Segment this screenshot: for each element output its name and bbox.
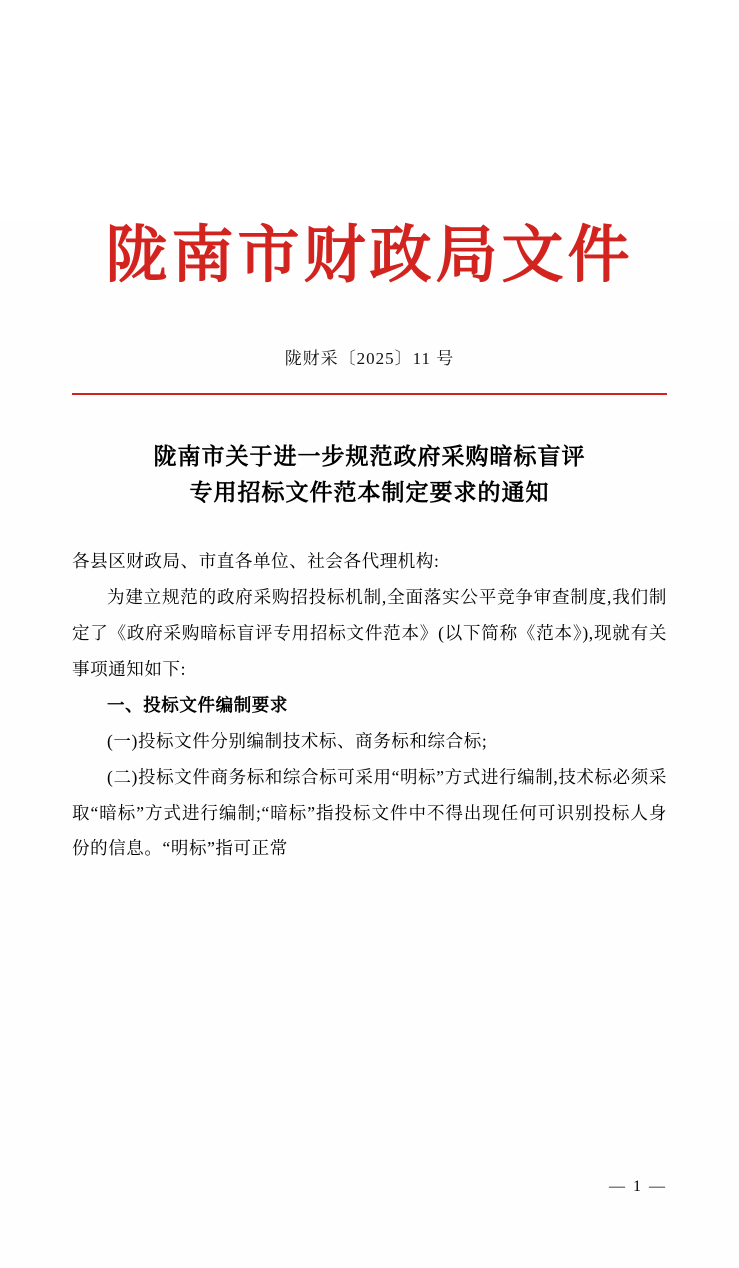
document-title-line-2: 专用招标文件范本制定要求的通知 bbox=[189, 479, 550, 505]
body-paragraph-1: 为建立规范的政府采购招投标机制,全面落实公平竞争审查制度,我们制定了《政府采购暗标盲评专用招标文件范本》(以下简称《范本》),现就有关事项通知如下: bbox=[72, 587, 667, 680]
page-number: — 1 — bbox=[609, 1178, 667, 1195]
red-divider-rule bbox=[72, 393, 667, 395]
section-heading-1: 一、投标文件编制要求 bbox=[107, 694, 288, 715]
document-title-line-1: 陇南市关于进一步规范政府采购暗标盲评 bbox=[153, 444, 586, 470]
document-number: 陇财采〔2025〕11 号 bbox=[284, 349, 455, 369]
body-paragraph-3: (二)投标文件商务标和综合标可采用“明标”方式进行编制,技术标必须采取“暗标”方式进行编制;“暗标”指投标文件中不得出现任何可识别投标人身份的信息。“明标”指可正常 bbox=[72, 766, 667, 859]
document-title bbox=[72, 439, 667, 510]
document-page bbox=[0, 222, 739, 1268]
document-body bbox=[72, 544, 667, 867]
salutation-line: 各县区财政局、市直各单位、社会各代理机构: bbox=[72, 551, 440, 572]
document-masthead-title: 陇南市财政局文件 bbox=[105, 222, 634, 290]
body-paragraph-2: (一)投标文件分别编制技术标、商务标和综合标; bbox=[107, 730, 488, 751]
